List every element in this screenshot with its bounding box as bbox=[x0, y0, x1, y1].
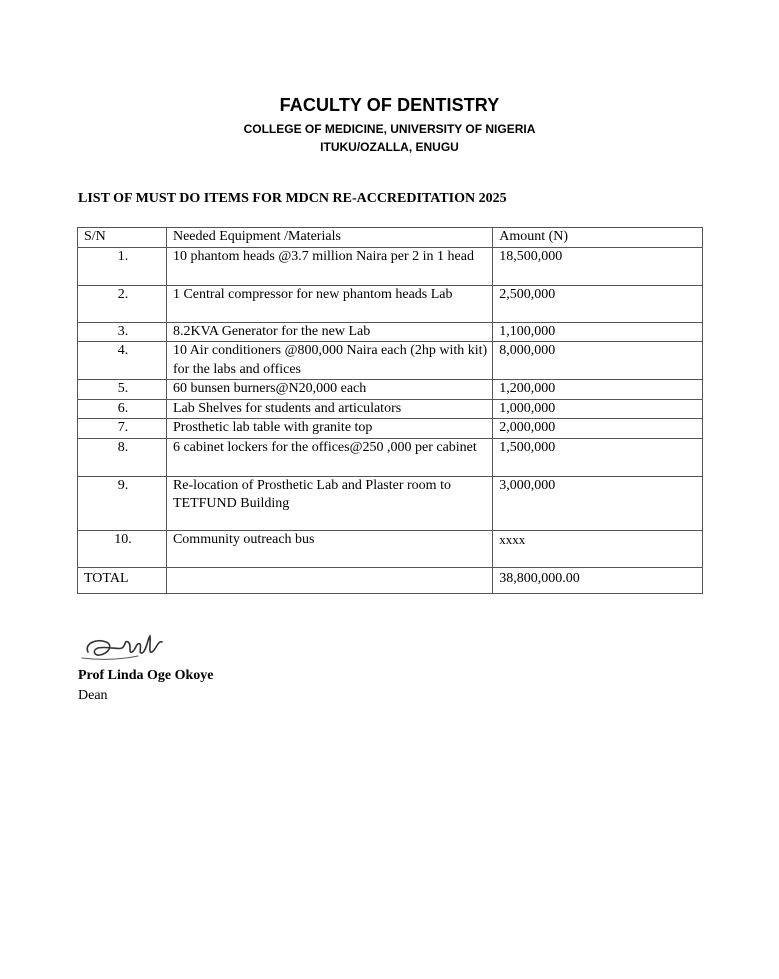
row-item: Community outreach bus bbox=[166, 530, 492, 567]
row-sn: 6. bbox=[78, 399, 167, 419]
signatory-title: Dean bbox=[78, 688, 108, 703]
row-sn: 1. bbox=[78, 247, 167, 285]
table-row bbox=[78, 342, 703, 380]
row-sn: 8. bbox=[78, 438, 167, 476]
table-row bbox=[78, 419, 703, 439]
total-label: TOTAL bbox=[78, 567, 167, 593]
row-amount: 1,500,000 bbox=[493, 438, 703, 476]
location-subtitle: ITUKU/OZALLA, ENUGU bbox=[320, 140, 459, 154]
table-total-row bbox=[78, 567, 703, 593]
row-amount: 1,100,000 bbox=[493, 322, 703, 342]
row-sn: 4. bbox=[78, 342, 167, 380]
row-item: 10 phantom heads @3.7 million Naira per 2 in 1 head bbox=[166, 247, 492, 285]
row-item: 1 Central compressor for new phantom heads Lab bbox=[166, 285, 492, 322]
table-row bbox=[78, 476, 703, 530]
table-row bbox=[78, 285, 703, 322]
row-item: 60 bunsen burners@N20,000 each bbox=[166, 380, 492, 400]
row-amount: xxxx bbox=[493, 530, 703, 567]
row-item: 10 Air conditioners @800,000 Naira each (2hp with kit) for the labs and offices bbox=[166, 342, 492, 380]
table-row bbox=[78, 399, 703, 419]
row-amount: 8,000,000 bbox=[493, 342, 703, 380]
row-amount: 18,500,000 bbox=[493, 247, 703, 285]
row-sn: 9. bbox=[78, 476, 167, 530]
total-empty-cell bbox=[166, 567, 492, 593]
total-amount: 38,800,000.00 bbox=[493, 567, 703, 593]
row-item: Prosthetic lab table with granite top bbox=[166, 419, 492, 439]
college-subtitle: COLLEGE OF MEDICINE, UNIVERSITY OF NIGERIA bbox=[243, 122, 536, 136]
list-heading: LIST OF MUST DO ITEMS FOR MDCN RE-ACCREDITATION 2025 bbox=[78, 191, 507, 206]
row-sn: 7. bbox=[78, 419, 167, 439]
table-row bbox=[78, 530, 703, 567]
row-amount: 1,000,000 bbox=[493, 399, 703, 419]
table-header-row bbox=[78, 228, 703, 248]
row-amount: 3,000,000 bbox=[493, 476, 703, 530]
equipment-table bbox=[77, 227, 703, 594]
row-sn: 2. bbox=[78, 285, 167, 322]
column-header-amount: Amount (N) bbox=[493, 228, 703, 248]
row-sn: 3. bbox=[78, 322, 167, 342]
row-sn: 5. bbox=[78, 380, 167, 400]
signature-image bbox=[78, 628, 166, 668]
row-amount: 2,500,000 bbox=[493, 285, 703, 322]
row-item: 8.2KVA Generator for the new Lab bbox=[166, 322, 492, 342]
row-item: Re-location of Prosthetic Lab and Plaster room to TETFUND Building bbox=[166, 476, 492, 530]
table-row bbox=[78, 247, 703, 285]
signatory-name: Prof Linda Oge Okoye bbox=[78, 668, 214, 683]
table-row bbox=[78, 322, 703, 342]
row-item: 6 cabinet lockers for the offices@250 ,000 per cabinet bbox=[166, 438, 492, 476]
row-amount: 1,200,000 bbox=[493, 380, 703, 400]
row-sn: 10. bbox=[78, 530, 167, 567]
table-row bbox=[78, 380, 703, 400]
table-row bbox=[78, 438, 703, 476]
column-header-item: Needed Equipment /Materials bbox=[166, 228, 492, 248]
row-item: Lab Shelves for students and articulators bbox=[166, 399, 492, 419]
row-amount: 2,000,000 bbox=[493, 419, 703, 439]
faculty-title: FACULTY OF DENTISTRY bbox=[279, 95, 500, 115]
column-header-sn: S/N bbox=[78, 228, 167, 248]
